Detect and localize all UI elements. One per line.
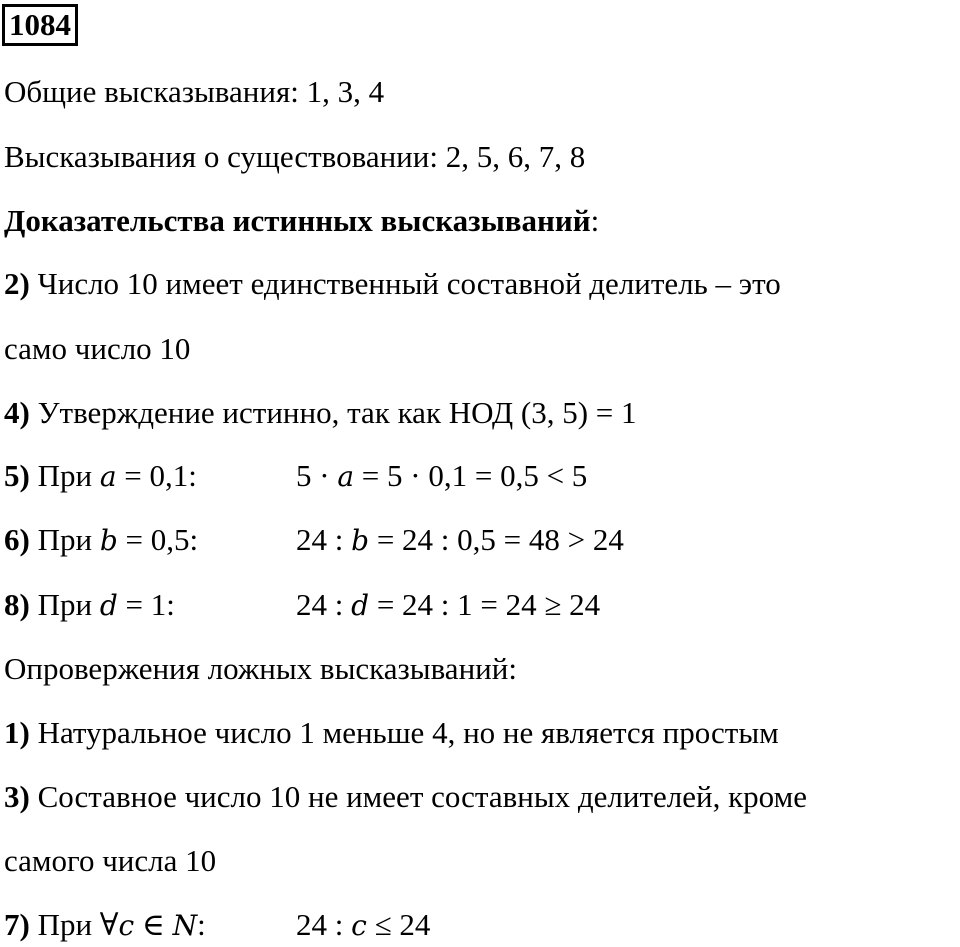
item-1-line <box>4 713 779 753</box>
proofs-heading-text: Доказательства истинных высказываний <box>4 203 591 238</box>
item-5-number: 5) <box>4 458 30 493</box>
item-3-line-1 <box>4 777 807 817</box>
item-5-expr-variable: a <box>337 460 355 493</box>
item-8-expr-part: 24 : <box>296 587 352 622</box>
item-8-number: 8) <box>4 587 30 622</box>
item-8-expr-variable: d <box>351 589 370 622</box>
item-3-line-2: самого числа 10 <box>4 843 217 878</box>
item-7-set: N <box>172 909 198 942</box>
proofs-heading <box>4 201 599 241</box>
item-7-expr-variable: c <box>351 909 367 942</box>
item-6-expression <box>296 520 624 561</box>
item-6-expr-part: 24 : <box>296 522 352 557</box>
item-2-line-1 <box>4 264 781 304</box>
item-5-variable: a <box>99 460 117 493</box>
item-7-variable: c <box>118 909 135 942</box>
item-8-variable: d <box>99 589 118 622</box>
item-7-line <box>4 905 206 946</box>
item-2-number: 2) <box>4 266 30 301</box>
item-6-number: 6) <box>4 522 30 557</box>
item-7-expr-result: ≤ 24 <box>366 907 431 942</box>
item-5-line <box>4 456 197 497</box>
problem-number: 1084 <box>2 4 78 46</box>
item-6-condition: = 0,5: <box>117 522 199 557</box>
item-5-condition: = 0,1: <box>116 458 197 493</box>
item-6-expr-result: = 24 : 0,5 = 48 > 24 <box>369 522 624 557</box>
item-6-pre: При <box>29 522 100 557</box>
item-5-expression <box>296 456 587 497</box>
item-6-variable: b <box>99 524 118 557</box>
item-4-text: Утверждение истинно, так как НОД (3, 5) = 1 <box>29 395 637 430</box>
item-6-expr-variable: b <box>351 524 370 557</box>
item-3-number: 3) <box>4 779 30 814</box>
refutations-heading: Опровержения ложных высказываний: <box>4 651 517 686</box>
item-5-pre: При <box>29 458 100 493</box>
item-2-line-2: само число 10 <box>4 331 191 366</box>
item-4-line <box>4 393 637 433</box>
item-6-line <box>4 520 198 561</box>
item-4-number: 4) <box>4 395 30 430</box>
item-8-condition: = 1: <box>117 587 175 622</box>
item-8-line <box>4 585 175 626</box>
item-1-number: 1) <box>4 715 30 750</box>
item-5-expr-result: = 5 · 0,1 = 0,5 < 5 <box>354 458 588 493</box>
item-8-expression <box>296 585 600 626</box>
item-7-colon: : <box>197 907 206 942</box>
item-7-number: 7) <box>4 907 30 942</box>
item-5-expr-part: 5 · <box>296 458 338 493</box>
item-3-text: Составное число 10 не имеет составных делителей, кроме <box>29 779 807 814</box>
item-1-text: Натуральное число 1 меньше 4, но не является простым <box>29 715 779 750</box>
general-statements-line: Общие высказывания: 1, 3, 4 <box>4 74 385 109</box>
item-8-pre: При <box>29 587 100 622</box>
item-2-text: Число 10 имеет единственный составной делитель – это <box>29 266 781 301</box>
item-7-in: ∈ <box>134 907 173 942</box>
item-7-expr-part: 24 : <box>296 907 352 942</box>
proofs-heading-colon: : <box>590 203 600 238</box>
item-7-pre: При ∀ <box>29 907 119 942</box>
existence-statements-line: Высказывания о существовании: 2, 5, 6, 7, 8 <box>4 139 586 174</box>
item-7-expression <box>296 905 430 946</box>
item-8-expr-result: = 24 : 1 = 24 ≥ 24 <box>369 587 601 622</box>
